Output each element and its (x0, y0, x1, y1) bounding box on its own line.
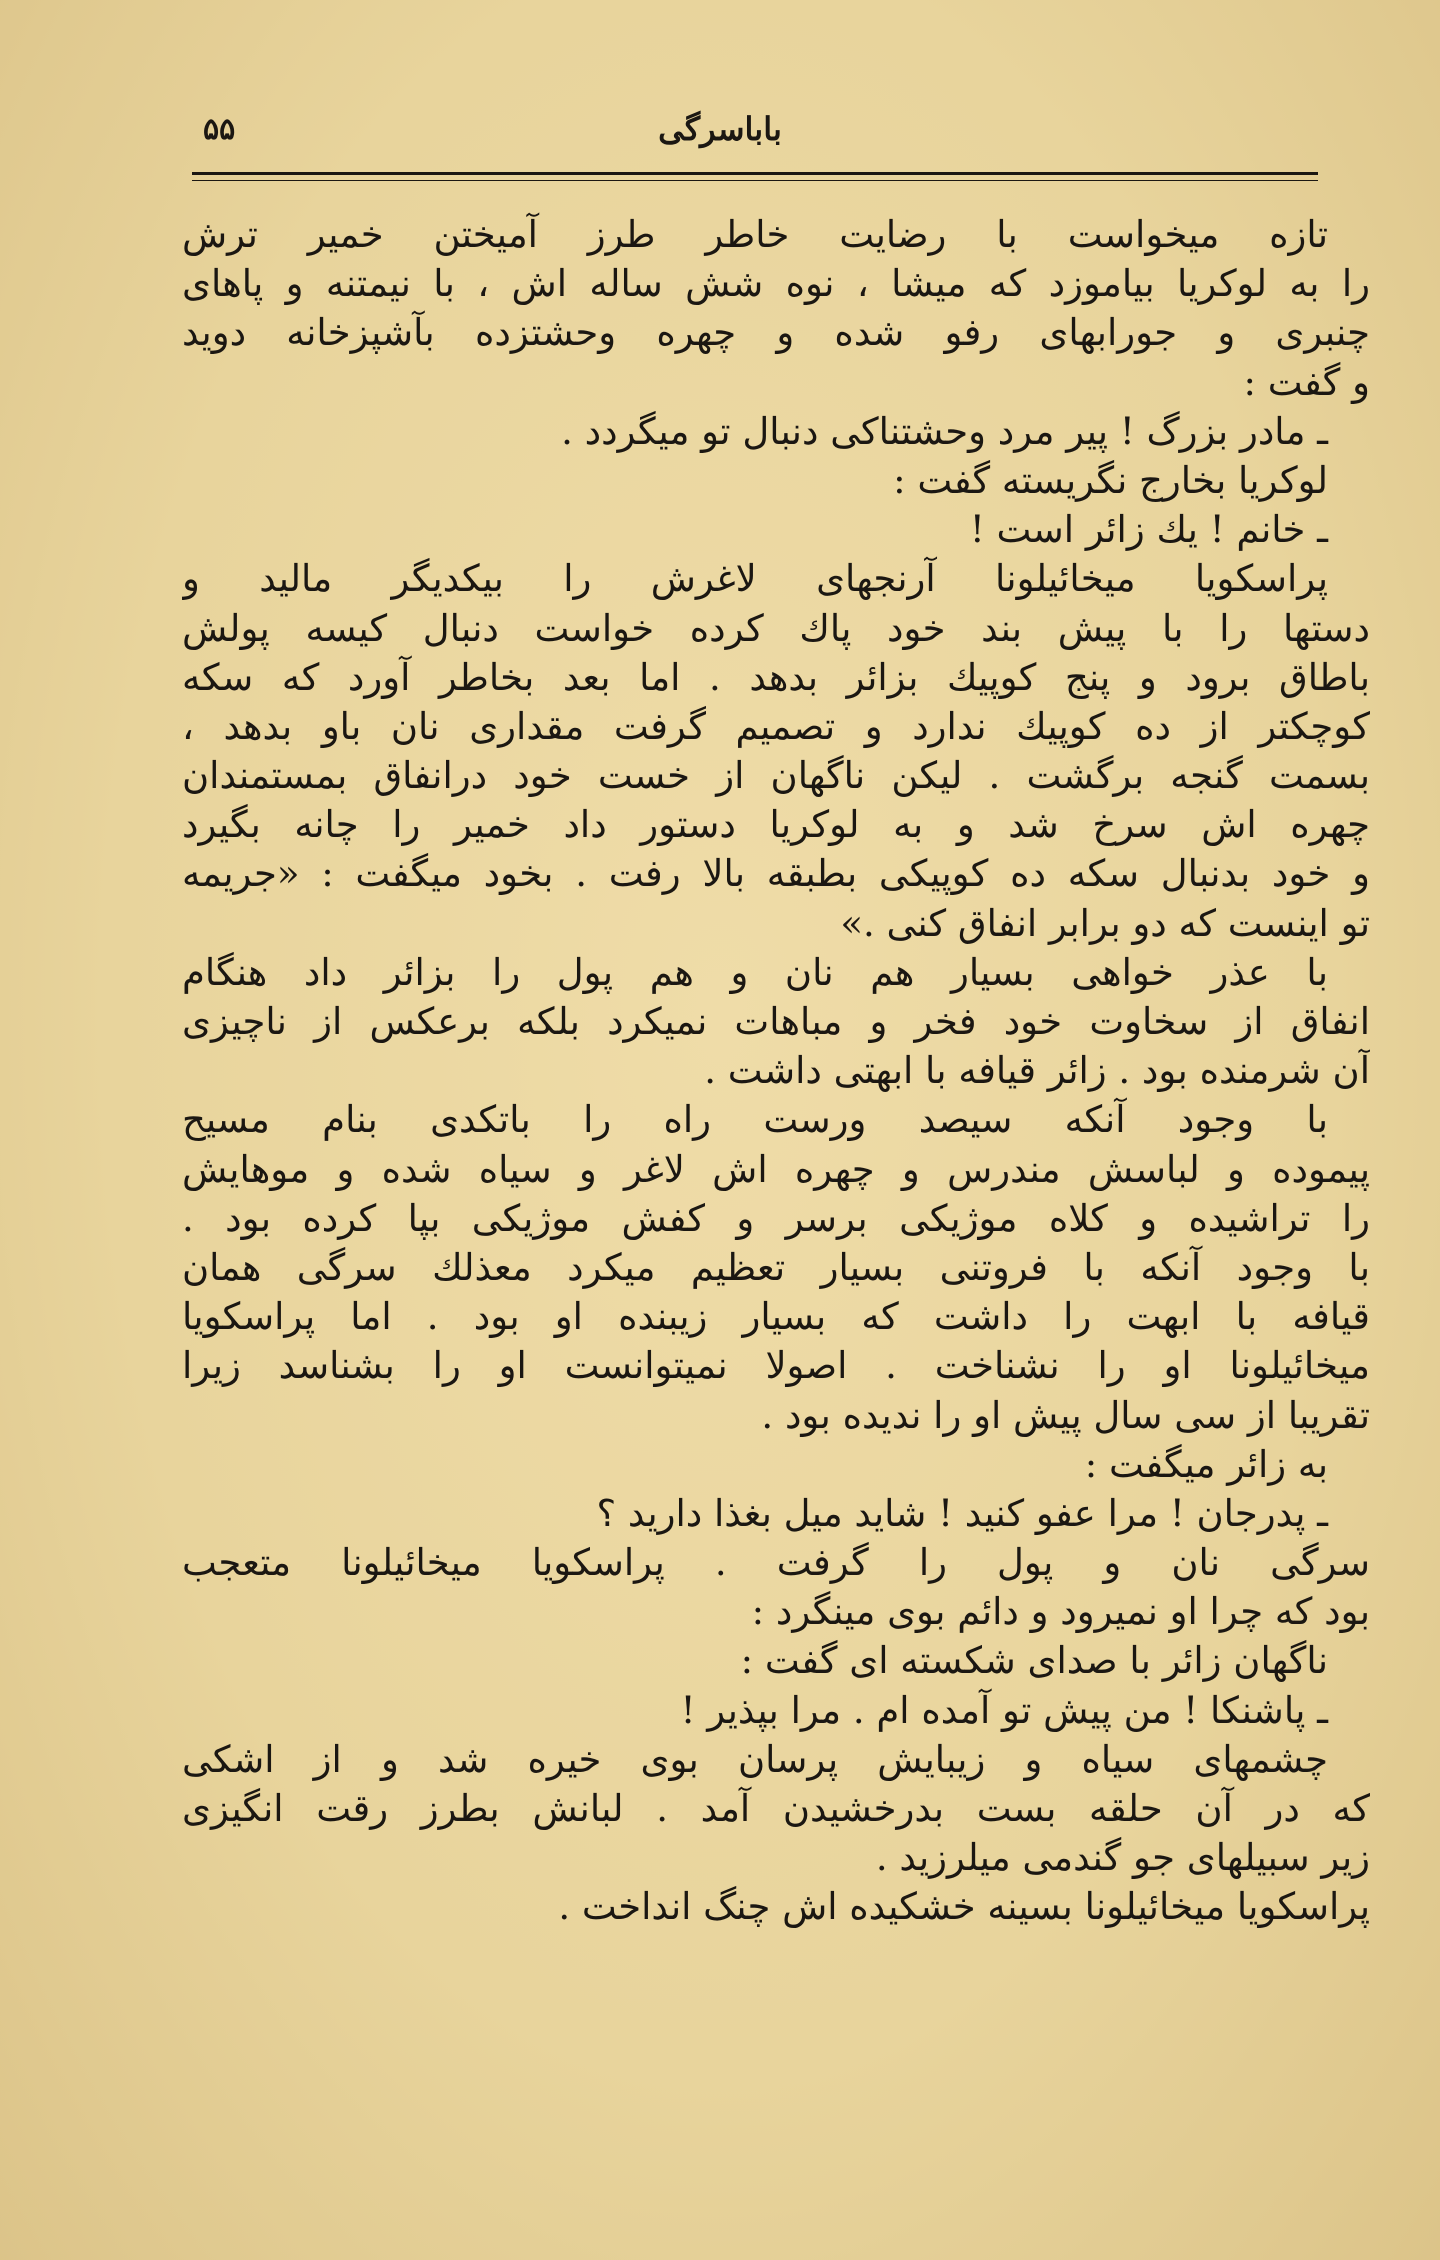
text-line: را تراشیده و کلاه موژیکی برسر و کفش موژیکی بپا کرده بود . (182, 1196, 1370, 1240)
text-line: میخائیلونا او را نشناخت . اصولا نمیتوانست او را بشناسد زیرا (182, 1344, 1370, 1388)
text-line: را به لوکریا بیاموزد که میشا ، نوه شش ساله اش ، با نیمتنه و پاهای (182, 262, 1370, 306)
text-line: دستها را با پیش بند خود پاك کرده خواست دنبال کیسه پولش (182, 606, 1370, 650)
text-line: تو اینست که دو برابر انفاق کنی .» (840, 901, 1370, 945)
text-line: چشمهای سیاه و زیبایش پرسان بوی خیره شد و از اشکی (182, 1737, 1328, 1781)
text-line: و خود بدنبال سکه ده کوپیکی بطبقه بالا رفت . بخود میگفت : «جریمه (182, 852, 1370, 896)
text-line: ـ مادر بزرگ ! پیر مرد وحشتناکی دنبال تو میگردد . (561, 409, 1328, 453)
text-line: ـ خانم ! یك زائر است ! (969, 508, 1328, 552)
page-body-text (182, 210, 1370, 2220)
text-line: انفاق از سخاوت خود فخر و مباهات نمیکرد بلکه برعکس از ناچیزی (182, 1000, 1370, 1043)
text-line: چهره اش سرخ شد و به لوکریا دستور داد خمیر را چانه بگیرد (182, 803, 1370, 847)
text-line: با وجود آنکه سیصد ورست راه را باتکدی بنام مسیح (182, 1098, 1328, 1142)
text-line: باطاق برود و پنج کوپیك بزائر بدهد . اما بعد بخاطر آورد که سکه (182, 655, 1370, 699)
text-line: با وجود آنکه با فروتنی بسیار تعظیم میکرد معذلك سرگی همان (182, 1245, 1370, 1289)
text-line: قیافه با ابهت را داشت که بسیار زیبنده او بود . اما پراسکویا (182, 1295, 1370, 1339)
text-line: لوکریا بخارج نگریسته گفت : (893, 458, 1328, 502)
text-line: کوچکتر از ده کوپیك ندارد و تصمیم گرفت مقداری نان باو بدهد ، (182, 704, 1370, 748)
text-line: تازه میخواست با رضایت خاطر طرز آمیختن خمیر ترش (182, 213, 1328, 256)
page-header (175, 100, 1265, 170)
text-line: که در آن حلقه بست بدرخشیدن آمد . لبانش بطرز رقت انگیزی (182, 1787, 1370, 1830)
text-line: آن شرمنده بود . زائر قیافه با ابهتی داشت . (704, 1049, 1370, 1093)
text-line: و گفت : (1243, 360, 1370, 404)
page-number: ۵۵ (203, 112, 236, 147)
text-line: ـ پاشنکا ! من پیش تو آمده ام . مرا بپذیر ! (680, 1688, 1328, 1732)
text-line: ـ پدرجان ! مرا عفو کنید ! شاید میل بغذا دارید ؟ (596, 1491, 1328, 1535)
text-line: سرگی نان و پول را گرفت . پراسکویا میخائیلونا متعجب (182, 1541, 1370, 1585)
running-title: باباسرگی (658, 110, 782, 148)
text-line: چنبری و جورابهای رفو شده و چهره وحشتزده بآشپزخانه دوید (182, 311, 1370, 355)
text-line: پراسکویا میخائیلونا بسینه خشکیده اش چنگ انداخت . (558, 1885, 1370, 1929)
text-line: تقریبا از سی سال پیش او را ندیده بود . (761, 1393, 1370, 1437)
text-line: بسمت گنجه برگشت . لیکن ناگهان از خست خود درانفاق بمستمندان (182, 754, 1370, 798)
text-line: زیر سبیلهای جو گندمی میلرزید . (875, 1836, 1370, 1880)
text-line: پیموده و لباسش مندرس و چهره اش لاغر و سیاه شده و موهایش (182, 1147, 1370, 1191)
text-line: ناگهان زائر با صدای شکسته ای گفت : (740, 1639, 1328, 1683)
header-rule (192, 172, 1318, 181)
text-line: پراسکویا میخائیلونا آرنجهای لاغرش را بیکدیگر مالید و (182, 557, 1328, 601)
text-line: بود که چرا او نمیرود و دائم بوی مینگرد : (751, 1590, 1370, 1634)
text-line: با عذر خواهی بسیار هم نان و هم پول را بزائر داد هنگام (182, 950, 1328, 994)
text-line: به زائر میگفت : (1084, 1442, 1328, 1486)
